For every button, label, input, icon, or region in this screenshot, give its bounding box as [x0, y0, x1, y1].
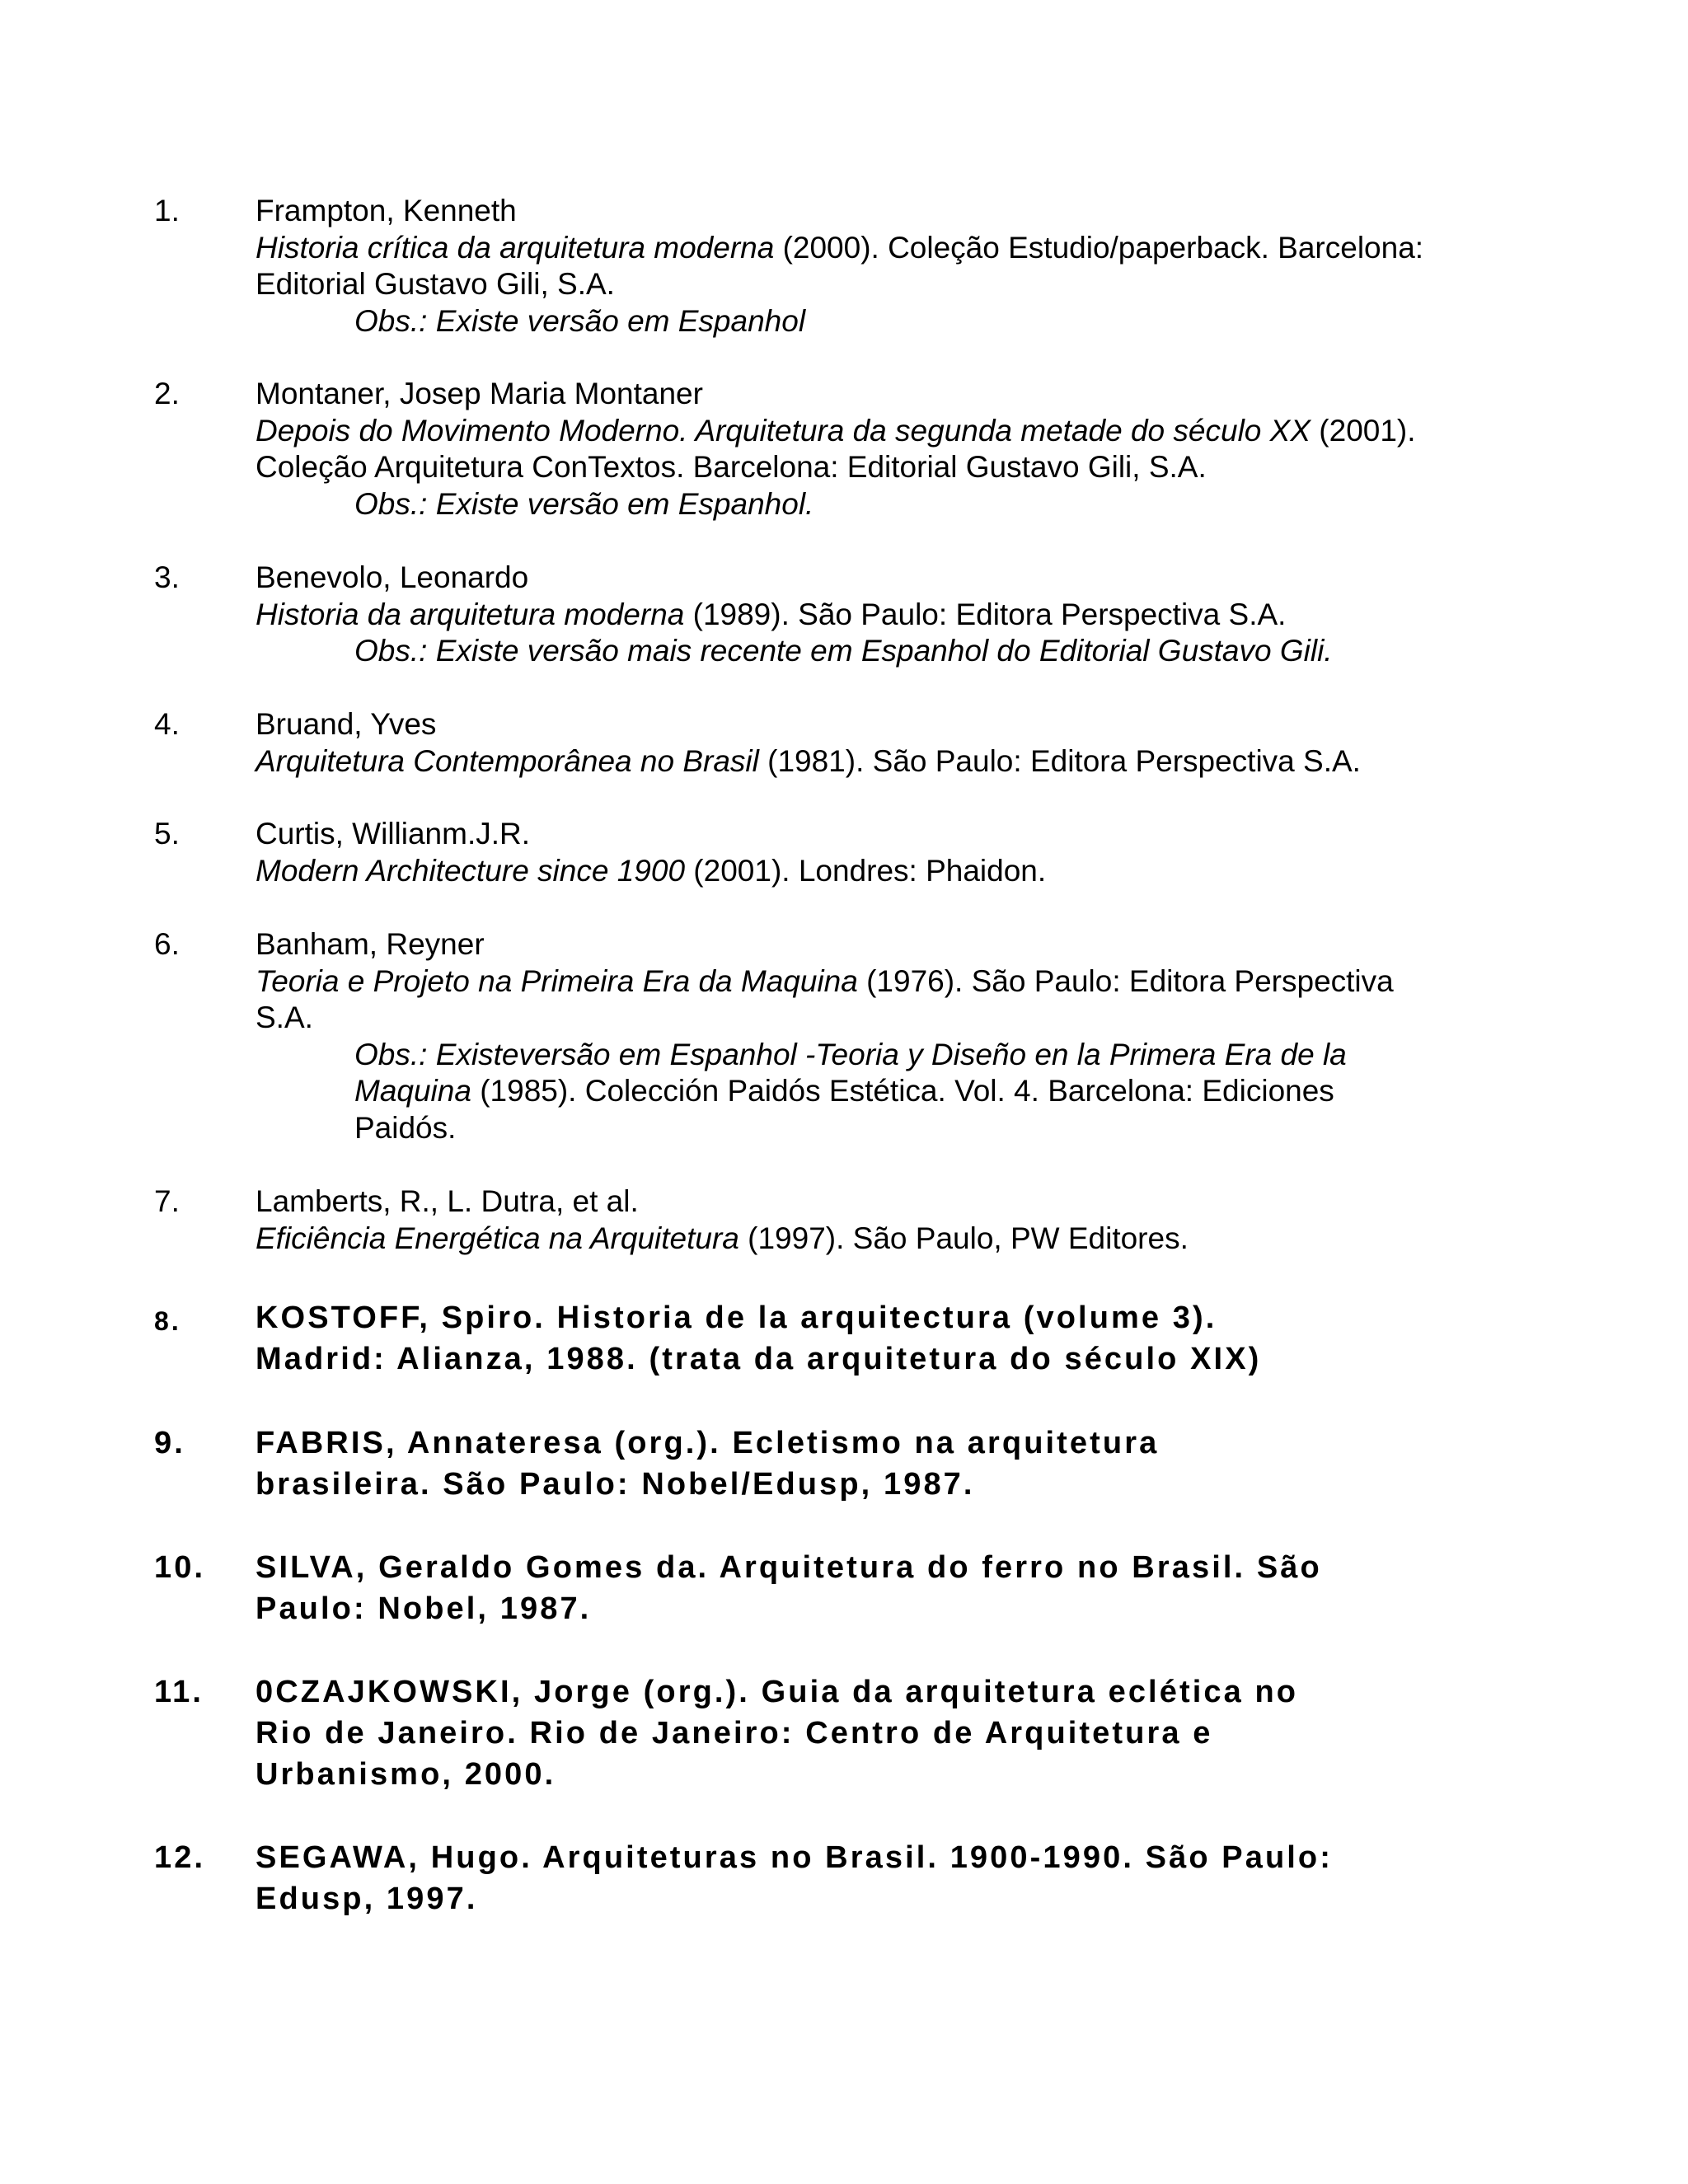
reference-line: KOSTOFF, Spiro. Historia de la arquitectura (volume 3).: [256, 1301, 1217, 1335]
reference-title: Depois do Movimento Moderno. Arquitetura da segunda metade do século XX: [256, 413, 1311, 448]
reference-publication: (1981). São Paulo: Editora Perspectiva S.A.: [758, 743, 1361, 778]
reference-body: [256, 1837, 1541, 1919]
reference-number: 11.: [154, 1675, 204, 1709]
reference-title: Arquitetura Contemporânea no Brasil: [256, 743, 759, 778]
reference-number: 2.: [154, 377, 180, 410]
reference-number: 3.: [154, 560, 180, 594]
reference-title-line: [256, 1221, 1541, 1258]
reference-author: Benevolo, Leonardo: [256, 560, 529, 594]
reference-note: Obs.: Existe versão em Espanhol.: [354, 486, 814, 521]
reference-number: 9.: [154, 1426, 185, 1460]
reference-title: Modern Architecture since 1900: [256, 853, 686, 888]
reference-line: FABRIS, Annateresa (org.). Ecletismo na arquitetura: [256, 1426, 1160, 1460]
reference-publication: (1997). São Paulo, PW Editores.: [738, 1221, 1189, 1255]
reference-title: Historia crítica da arquitetura moderna: [256, 230, 775, 265]
reference-body: [256, 1547, 1541, 1629]
reference-note: Obs.: Existeversão em Espanhol -Teoria y Diseño en la Primera Era de la: [354, 1037, 1347, 1071]
reference-body: [256, 1183, 1541, 1257]
reference-title-line: [256, 963, 1541, 1001]
reference-note-title: Maquina: [354, 1074, 471, 1108]
reference-author: Montaner, Josep Maria Montaner: [256, 377, 703, 410]
reference-body: [256, 193, 1541, 340]
reference-body: [256, 1422, 1541, 1505]
reference-publication: (2001). Londres: Phaidon.: [685, 853, 1047, 888]
reference-note-publication: (1985). Colección Paidós Estética. Vol. 4. Barcelona: Ediciones: [471, 1074, 1334, 1108]
reference-publication: (1989). São Paulo: Editora Perspectiva S.A.: [684, 597, 1287, 631]
reference-title-line: [256, 230, 1541, 267]
reference-title-line: [256, 853, 1541, 890]
reference-body: [256, 1671, 1541, 1795]
reference-line: Edusp, 1997.: [256, 1882, 478, 1916]
reference-body: [256, 560, 1541, 670]
reference-publication: (1976). São Paulo: Editora Perspectiva: [857, 963, 1394, 998]
reference-line: SEGAWA, Hugo. Arquiteturas no Brasil. 1900-1990. São Paulo:: [256, 1840, 1333, 1875]
reference-line: Urbanismo, 2000.: [256, 1757, 556, 1792]
reference-line: Madrid: Alianza, 1988. (trata da arquitetura do século XIX): [256, 1342, 1262, 1376]
reference-author: Lamberts, R., L. Dutra, et al.: [256, 1184, 639, 1218]
reference-title: Historia da arquitetura moderna: [256, 597, 685, 631]
reference-publication: (2000). Coleção Estudio/paperback. Barcelona:: [774, 230, 1424, 265]
reference-publisher: Editorial Gustavo Gili, S.A.: [256, 267, 615, 301]
reference-author: Frampton, Kenneth: [256, 194, 517, 227]
reference-number: 4.: [154, 707, 180, 741]
reference-title: Teoria e Projeto na Primeira Era da Maquina: [256, 963, 858, 998]
reference-line: brasileira. São Paulo: Nobel/Edusp, 1987.: [256, 1467, 975, 1502]
reference-number: 7.: [154, 1184, 180, 1218]
reference-number: 1.: [154, 194, 180, 227]
reference-title-line: [256, 597, 1541, 634]
reference-number: 5.: [154, 817, 180, 851]
reference-note-line: [354, 1110, 1541, 1147]
reference-note: Obs.: Existe versão mais recente em Espanhol do Editorial Gustavo Gili.: [354, 634, 1333, 668]
reference-publisher: S.A.: [256, 1001, 313, 1034]
reference-number: 6.: [154, 927, 180, 961]
reference-line: Rio de Janeiro. Rio de Janeiro: Centro de Arquitetura e: [256, 1716, 1213, 1750]
reference-note-publisher: Paidós.: [354, 1110, 457, 1145]
reference-line: SILVA, Geraldo Gomes da. Arquitetura do ferro no Brasil. São: [256, 1550, 1322, 1585]
reference-author: Bruand, Yves: [256, 707, 437, 741]
reference-body: [256, 926, 1541, 1146]
reference-line: Paulo: Nobel, 1987.: [256, 1591, 592, 1626]
reference-title-line: [256, 743, 1541, 780]
reference-body: [256, 1297, 1541, 1380]
reference-publication: (2001).: [1311, 413, 1416, 448]
reference-body: [256, 376, 1541, 523]
reference-number: 12.: [154, 1840, 206, 1875]
reference-note-line: [354, 1073, 1541, 1110]
reference-author: Banham, Reyner: [256, 927, 485, 961]
reference-note: Obs.: Existe versão em Espanhol: [354, 303, 806, 338]
reference-body: [256, 816, 1541, 889]
reference-number: 8.: [154, 1306, 181, 1336]
reference-line: 0CZAJKOWSKI, Jorge (org.). Guia da arquitetura eclética no: [256, 1675, 1299, 1709]
reference-body: [256, 706, 1541, 780]
reference-author: Curtis, Willianm.J.R.: [256, 817, 531, 851]
reference-title-line: [256, 413, 1541, 450]
reference-number: 10.: [154, 1550, 206, 1585]
reference-title: Eficiência Energética na Arquitetura: [256, 1221, 739, 1255]
reference-publisher: Coleção Arquitetura ConTextos. Barcelona: Editorial Gustavo Gili, S.A.: [256, 450, 1207, 484]
